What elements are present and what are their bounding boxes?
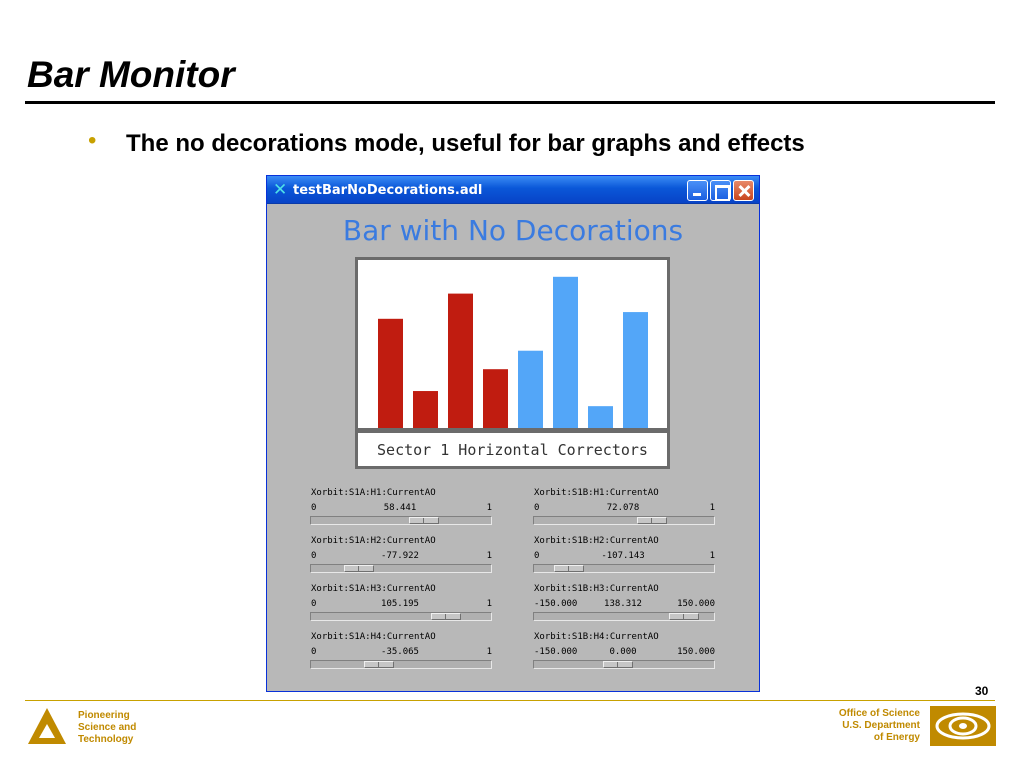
slider-value: -35.065 <box>381 647 419 657</box>
slider-label: Xorbit:S1A:H1:CurrentAO <box>311 488 436 498</box>
title-divider <box>25 101 995 104</box>
minimize-button[interactable] <box>687 180 708 201</box>
slider-label: Xorbit:S1B:H3:CurrentAO <box>534 584 659 594</box>
page-number: 30 <box>975 684 989 698</box>
slider-label: Xorbit:S1A:H2:CurrentAO <box>311 536 436 546</box>
slider-widget <box>533 488 717 530</box>
window-titlebar[interactable] <box>267 176 759 204</box>
bar-caption: Sector 1 Horizontal Correctors <box>377 441 648 459</box>
bar-graph <box>355 257 670 431</box>
slider-track[interactable] <box>310 516 492 525</box>
footer-tagline <box>78 710 136 746</box>
slider-thumb[interactable] <box>554 565 584 572</box>
footer-agency <box>839 708 920 744</box>
slider-widget <box>310 536 494 578</box>
footer-agency-line: Office of Science <box>838 708 920 719</box>
window-title: testBarNoDecorations.adl <box>293 183 483 198</box>
slider-thumb[interactable] <box>409 517 439 524</box>
slider-min: -150.000 <box>534 647 578 657</box>
slider-thumb[interactable] <box>669 613 699 620</box>
slider-label: Xorbit:S1B:H4:CurrentAO <box>534 632 659 642</box>
bullet-icon: • <box>88 127 97 154</box>
slider-min: 0 <box>534 551 540 561</box>
slider-track[interactable] <box>533 660 715 669</box>
footer-tagline-line: Technology <box>78 734 134 745</box>
slider-max: 1 <box>486 647 492 657</box>
footer-divider <box>25 700 995 701</box>
slider-track[interactable] <box>310 564 492 573</box>
slider-track[interactable] <box>310 660 492 669</box>
slider-min: 0 <box>534 503 540 513</box>
bar-5 <box>518 351 543 428</box>
bar-4 <box>483 369 508 428</box>
slider-max: 1 <box>486 599 492 609</box>
bullet-text: The no decorations mode, useful for bar graphs and effects <box>126 130 805 157</box>
bar-6 <box>553 277 578 428</box>
slider-max: 150.000 <box>677 599 715 609</box>
slider-thumb[interactable] <box>637 517 667 524</box>
slider-value: 138.312 <box>604 599 642 609</box>
bar-8 <box>623 312 648 428</box>
maximize-button[interactable] <box>710 180 731 201</box>
slider-min: 0 <box>311 647 317 657</box>
slider-widget <box>533 584 717 626</box>
slider-label: Xorbit:S1A:H3:CurrentAO <box>311 584 436 594</box>
slider-max: 1 <box>709 503 715 513</box>
slider-min: 0 <box>311 599 317 609</box>
bar-graph-canvas <box>358 260 667 428</box>
slider-label: Xorbit:S1A:H4:CurrentAO <box>311 632 436 642</box>
slider-thumb[interactable] <box>603 661 633 668</box>
slider-widget <box>533 632 717 674</box>
slider-widget <box>310 584 494 626</box>
slider-value: 105.195 <box>381 599 419 609</box>
slider-thumb[interactable] <box>431 613 461 620</box>
slider-value: 58.441 <box>383 503 417 513</box>
slide-title: Bar Monitor <box>27 54 235 95</box>
slider-label: Xorbit:S1B:H2:CurrentAO <box>534 536 659 546</box>
medm-window <box>266 175 760 692</box>
slider-min: 0 <box>311 551 317 561</box>
footer-agency-line: of Energy <box>873 732 920 743</box>
bar-1 <box>378 319 403 428</box>
slider-label: Xorbit:S1B:H1:CurrentAO <box>534 488 659 498</box>
footer-tagline-line: Pioneering <box>78 710 130 721</box>
doe-logo-icon <box>930 706 996 746</box>
slider-max: 150.000 <box>677 647 715 657</box>
slider-track[interactable] <box>310 612 492 621</box>
slider-min: 0 <box>311 503 317 513</box>
panel-heading: Bar with No Decorations <box>342 214 684 247</box>
slider-max: 1 <box>486 503 492 513</box>
slider-value: 72.078 <box>606 503 640 513</box>
slider-value: 0.000 <box>609 647 637 657</box>
bar-2 <box>413 391 438 428</box>
bar-caption-box <box>355 431 670 469</box>
medm-x-icon[interactable]: ✕ <box>273 180 288 200</box>
slider-widget <box>533 536 717 578</box>
slider-value: -107.143 <box>601 551 645 561</box>
bar-3 <box>448 294 473 428</box>
bar-7 <box>588 406 613 428</box>
close-button[interactable] <box>733 180 754 201</box>
slider-widget <box>310 632 494 674</box>
slider-max: 1 <box>709 551 715 561</box>
slider-track[interactable] <box>533 564 715 573</box>
argonne-logo-icon <box>26 706 68 748</box>
slider-thumb[interactable] <box>344 565 374 572</box>
footer-tagline-line: Science and <box>78 722 137 733</box>
slider-min: -150.000 <box>534 599 578 609</box>
slider-thumb[interactable] <box>364 661 394 668</box>
slider-track[interactable] <box>533 612 715 621</box>
slider-track[interactable] <box>533 516 715 525</box>
slider-widget <box>310 488 494 530</box>
footer-agency-line: U.S. Department <box>842 720 920 731</box>
slider-max: 1 <box>486 551 492 561</box>
slider-value: -77.922 <box>381 551 419 561</box>
